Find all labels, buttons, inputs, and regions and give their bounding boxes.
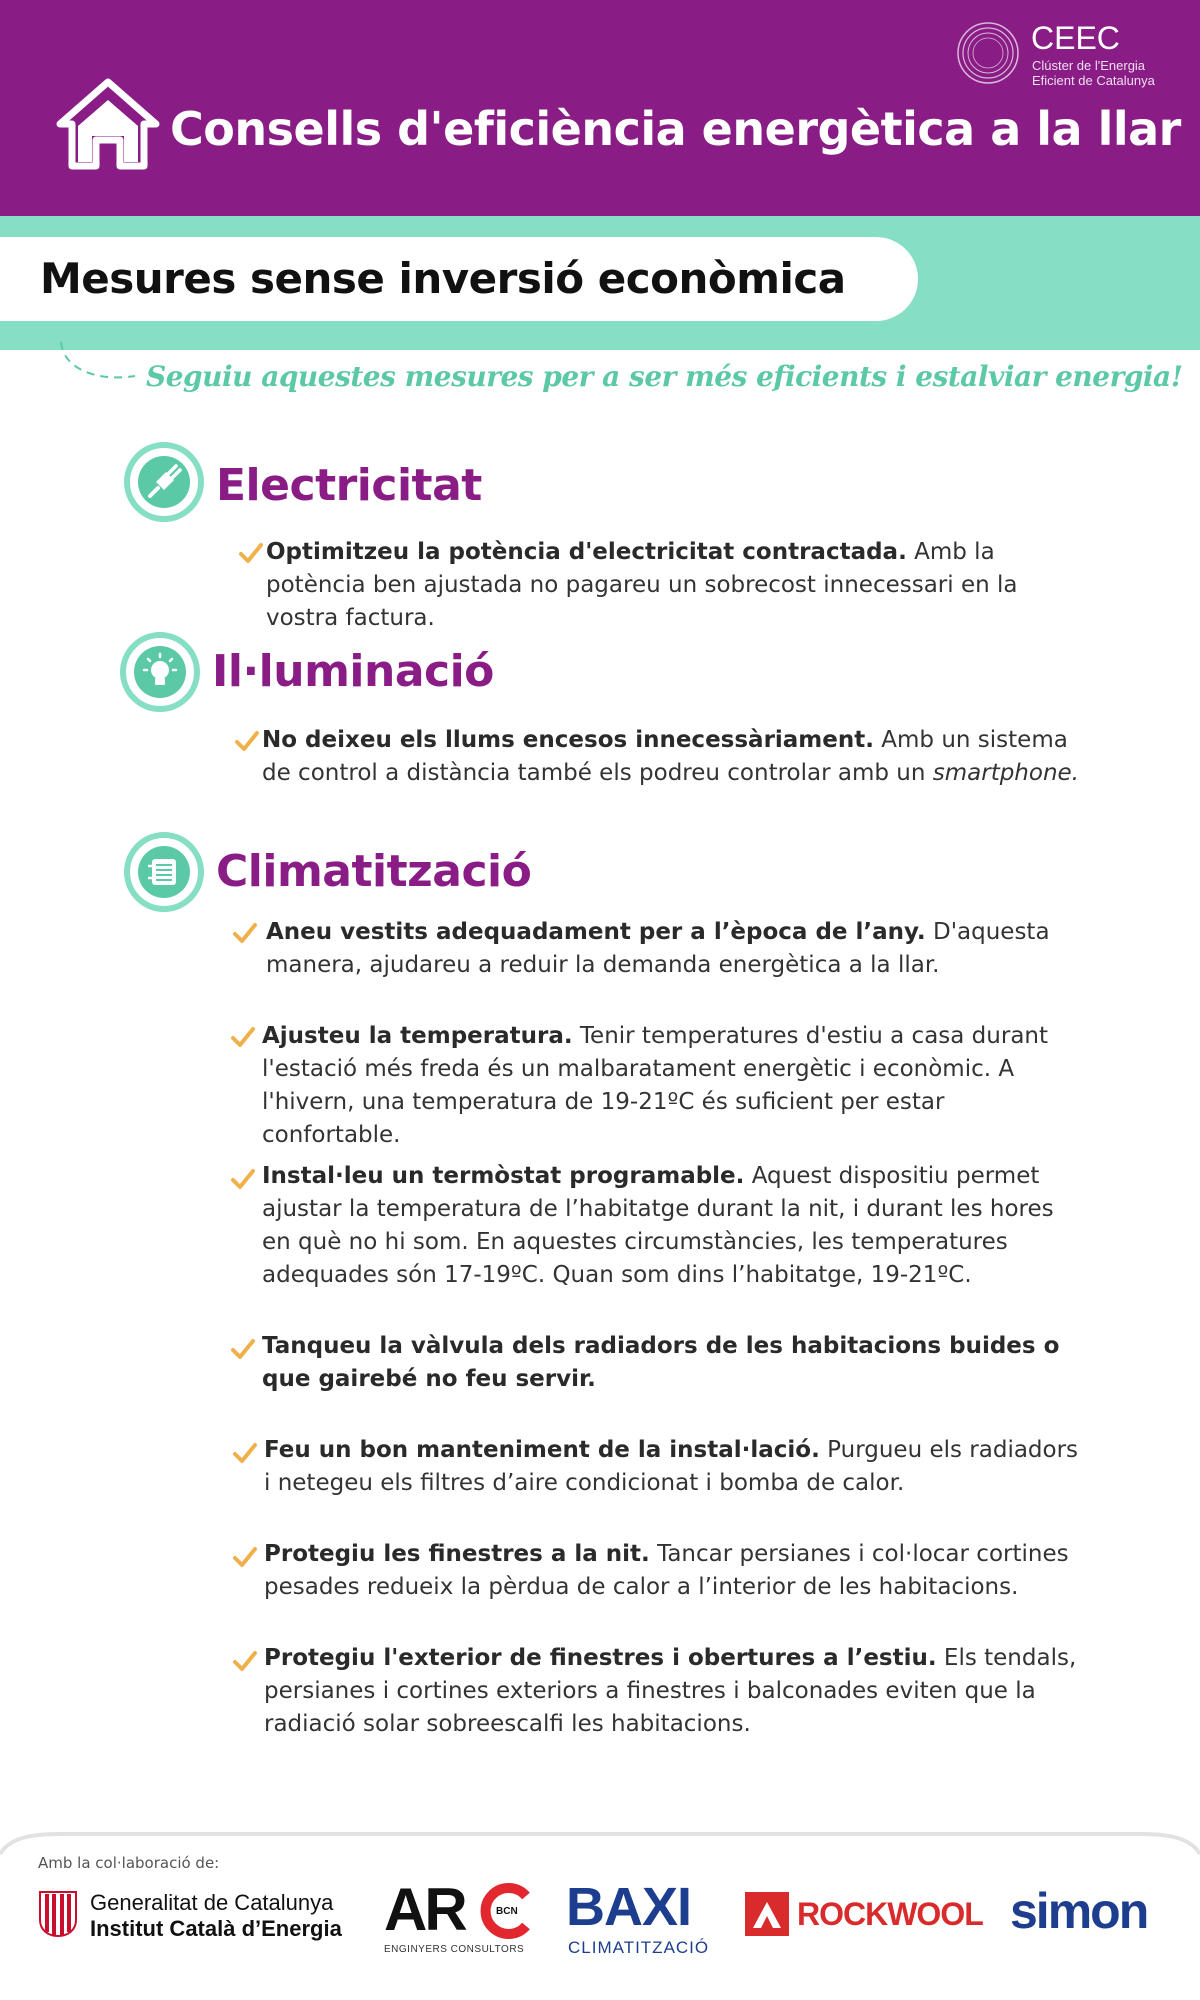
ceec-name: CEEC bbox=[1031, 20, 1120, 56]
checkmark-icon bbox=[232, 922, 258, 944]
lightbulb-icon bbox=[134, 646, 186, 698]
checkmark-icon bbox=[230, 1338, 256, 1360]
baxi-logo bbox=[566, 1878, 716, 1962]
checkmark-icon bbox=[232, 1442, 258, 1464]
baxi-name: BAXI bbox=[566, 1877, 692, 1937]
arc-subtitle: ENGINYERS CONSULTORS bbox=[384, 1944, 525, 1955]
simon-logo: simon bbox=[1010, 1883, 1148, 1939]
checkmark-icon bbox=[230, 1026, 256, 1048]
electricity-section-icon bbox=[124, 442, 204, 522]
lighting-section-icon bbox=[120, 632, 200, 712]
checkmark-icon bbox=[234, 730, 260, 752]
arc-badge: BCN bbox=[496, 1906, 518, 1917]
ceec-subtitle bbox=[1032, 58, 1155, 88]
rockwool-name: ROCKWOOL bbox=[797, 1896, 983, 1932]
list-item: Aneu vestits adequadament per a l’època de l’any. D'aquesta manera, ajudareu a reduir la demanda energètica a la llar. bbox=[266, 919, 1050, 978]
plug-icon bbox=[138, 456, 190, 508]
ceec-circle-icon bbox=[955, 20, 1021, 86]
rockwool-mark-icon bbox=[745, 1892, 789, 1936]
collaboration-label: Amb la col·laboració de: bbox=[38, 1854, 220, 1872]
house-icon bbox=[56, 78, 160, 170]
ceec-logo bbox=[955, 20, 1175, 90]
list-item: No deixeu els llums encesos innecessàriament. Amb un sistema de control a distància també els podreu controlar amb un smartphone. bbox=[262, 727, 1079, 786]
list-item: Ajusteu la temperatura. Tenir temperatures d'estiu a casa durant l'estació més freda és un malbaratament energètic i econòmic. A l'hivern, una temperatura de 19-21ºC és suficient per estar confortable. bbox=[262, 1023, 1049, 1148]
generalitat-name: Generalitat de Catalunya bbox=[90, 1890, 334, 1915]
section-title-electricitat: Electricitat bbox=[216, 460, 482, 511]
climate-section-icon bbox=[124, 832, 204, 912]
subtitle: Mesures sense inversió econòmica bbox=[40, 254, 846, 303]
generalitat-logo bbox=[38, 1886, 358, 1946]
list-item: Optimitzeu la potència d'electricitat contractada. Amb la potència ben ajustada no pagareu un sobrecost innecessari en la vostra factura. bbox=[266, 539, 1018, 631]
checkmark-icon bbox=[230, 1168, 256, 1190]
ceec-subtitle-line2: Eficient de Catalunya bbox=[1032, 73, 1155, 88]
catalan-flag-icon bbox=[38, 1890, 78, 1938]
list-item: Protegiu les finestres a la nit. Tancar persianes i col·locar cortines pesades redueix la pèrdua de calor a l’interior de les habitacions. bbox=[264, 1541, 1069, 1600]
list-item: Tanqueu la vàlvula dels radiadors de les habitacions buides o que gairebé no feu servir. bbox=[262, 1333, 1060, 1392]
section-title-illuminacio: Il·luminació bbox=[212, 646, 494, 697]
dashed-swoosh-decoration bbox=[55, 340, 145, 388]
section-title-climatitzacio: Climatització bbox=[216, 846, 532, 897]
page-title: Consells d'eficiència energètica a la llar bbox=[170, 102, 1181, 156]
baxi-subtitle: CLIMATITZACIÓ bbox=[568, 1938, 710, 1957]
checkmark-icon bbox=[232, 1650, 258, 1672]
ceec-subtitle-line1: Clúster de l'Energia bbox=[1032, 58, 1146, 73]
radiator-icon bbox=[138, 846, 190, 898]
arc-name: AR bbox=[384, 1876, 465, 1943]
checkmark-icon bbox=[232, 1546, 258, 1568]
icaen-name: Institut Català d’Energia bbox=[90, 1916, 342, 1941]
rockwool-logo bbox=[745, 1890, 985, 1940]
tagline: Seguiu aquestes mesures per a ser més eficients i estalviar energia! bbox=[146, 360, 1183, 393]
list-item: Instal·leu un termòstat programable. Aquest dispositiu permet ajustar la temperatura de l’habitatge durant la nit, i durant les hores en què no hi som. En aquestes circumstàncies, les temperatures adequades són 17-19ºC. Quan som dins l’habitatge, 19-21ºC. bbox=[262, 1163, 1054, 1288]
list-item: Feu un bon manteniment de la instal·lació. Purgueu els radiadors i netegeu els filtres d’aire condicionat i bomba de calor. bbox=[264, 1437, 1079, 1496]
arc-logo bbox=[384, 1876, 534, 1960]
checkmark-icon bbox=[238, 542, 264, 564]
list-item: Protegiu l'exterior de finestres i obertures a l’estiu. Els tendals, persianes i cortines exteriors a finestres i balconades eviten que la radiació solar sobreescalfi les habitacions. bbox=[264, 1645, 1077, 1737]
